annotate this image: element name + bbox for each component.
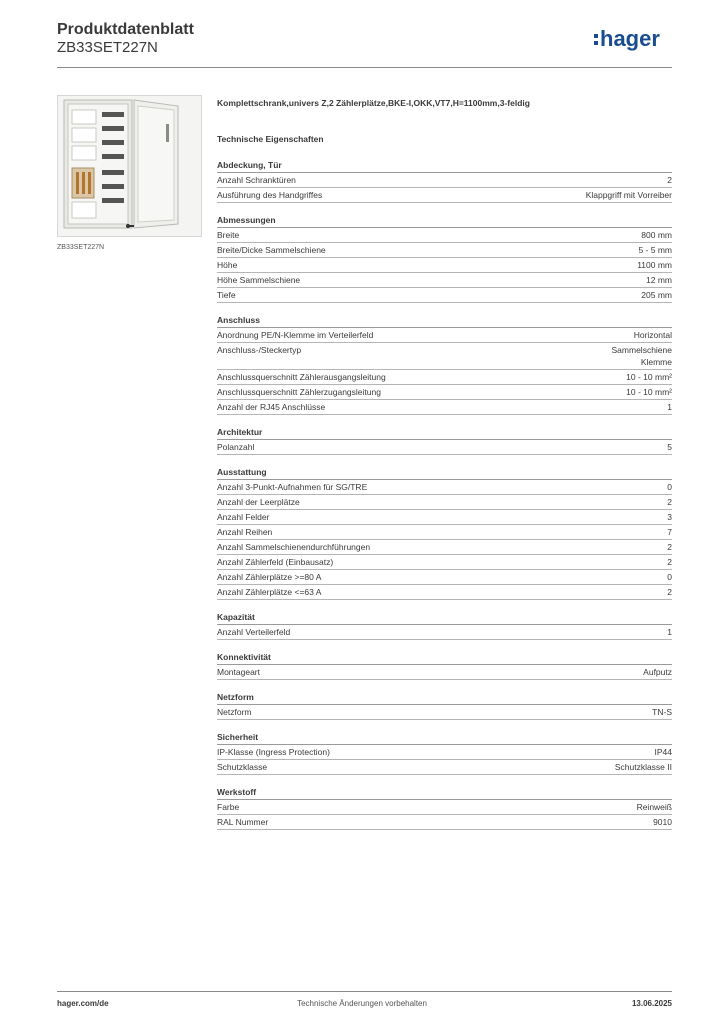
property-value: 2 xyxy=(667,557,672,567)
property-label: Montageart xyxy=(217,667,260,677)
section-heading: Werkstoff xyxy=(217,786,672,800)
property-value: 9010 xyxy=(653,817,672,827)
property-row xyxy=(217,510,672,525)
property-section xyxy=(217,731,672,775)
property-row xyxy=(217,400,672,415)
property-label: IP-Klasse (Ingress Protection) xyxy=(217,747,330,757)
property-section xyxy=(217,611,672,640)
property-value: 12 mm xyxy=(646,275,672,285)
property-row xyxy=(217,540,672,555)
property-label: Anzahl Reihen xyxy=(217,527,273,537)
product-image-caption: ZB33SET227N xyxy=(57,244,105,251)
property-label: Anzahl Zählerfeld (Einbausatz) xyxy=(217,557,334,567)
section-heading: Anschluss xyxy=(217,314,672,328)
section-heading: Sicherheit xyxy=(217,731,672,745)
property-label: Anordnung PE/N-Klemme im Verteilerfeld xyxy=(217,330,374,340)
property-row xyxy=(217,760,672,775)
property-label: Anzahl Sammelschienendurchführungen xyxy=(217,542,371,552)
property-label: Anzahl der RJ45 Anschlüsse xyxy=(217,402,326,412)
property-value: 5 xyxy=(667,442,672,452)
property-value: 5 - 5 mm xyxy=(638,245,672,255)
property-label: Anzahl Schranktüren xyxy=(217,175,296,185)
property-label: Ausführung des Handgriffes xyxy=(217,190,323,200)
property-row xyxy=(217,188,672,203)
property-value: Horizontal xyxy=(633,330,672,340)
property-row xyxy=(217,800,672,815)
property-value: 7 xyxy=(667,527,672,537)
property-row xyxy=(217,258,672,273)
property-section xyxy=(217,691,672,720)
property-value: 205 mm xyxy=(641,290,672,300)
property-value: 0 xyxy=(667,572,672,582)
property-value: 1 xyxy=(667,402,672,412)
property-value: 10 - 10 mm² xyxy=(626,387,672,397)
property-row xyxy=(217,243,672,258)
property-value: Reinweiß xyxy=(636,802,672,812)
property-value: 2 xyxy=(667,587,672,597)
property-value: 1 xyxy=(667,627,672,637)
property-value: 2 xyxy=(667,542,672,552)
property-section xyxy=(217,786,672,830)
product-image xyxy=(57,95,202,237)
section-heading: Abmessungen xyxy=(217,214,672,228)
property-row xyxy=(217,815,672,830)
property-value: IP44 xyxy=(654,747,672,757)
property-label: Anzahl Zählerplätze <=63 A xyxy=(217,587,322,597)
technical-properties-title: Technische Eigenschaften xyxy=(217,134,324,144)
property-label: Anzahl der Leerplätze xyxy=(217,497,300,507)
property-row xyxy=(217,480,672,495)
property-label: Anzahl Zählerplätze >=80 A xyxy=(217,572,322,582)
property-label: Höhe Sammelschiene xyxy=(217,275,301,285)
property-label: RAL Nummer xyxy=(217,817,269,827)
property-row xyxy=(217,665,672,680)
section-spacer xyxy=(217,640,672,651)
property-label: Anschluss-/Steckertyp xyxy=(217,345,302,355)
property-value: 3 xyxy=(667,512,672,522)
section-heading: Kapazität xyxy=(217,611,672,625)
section-spacer xyxy=(217,303,672,314)
property-value: TN-S xyxy=(652,707,672,717)
property-row xyxy=(217,585,672,600)
section-heading: Netzform xyxy=(217,691,672,705)
property-row xyxy=(217,705,672,720)
property-label: Anzahl Verteilerfeld xyxy=(217,627,291,637)
section-spacer xyxy=(217,775,672,786)
property-label: Anschlussquerschnitt Zählerausgangsleitung xyxy=(217,372,386,382)
section-spacer xyxy=(217,720,672,731)
property-value: 2 xyxy=(667,175,672,185)
property-value: Klappgriff mit Vorreiber xyxy=(585,190,672,200)
property-value: 800 mm xyxy=(641,230,672,240)
property-row xyxy=(217,343,672,370)
property-row xyxy=(217,288,672,303)
property-row xyxy=(217,555,672,570)
property-value: 2 xyxy=(667,497,672,507)
footer-notice: Technische Änderungen vorbehalten xyxy=(297,999,427,1008)
hager-logo-text: hager xyxy=(600,26,660,51)
property-value: 1100 mm xyxy=(637,260,672,270)
section-heading: Architektur xyxy=(217,426,672,440)
property-section xyxy=(217,466,672,600)
property-value: Schutzklasse II xyxy=(614,762,672,772)
section-spacer xyxy=(217,680,672,691)
page-title: Produktdatenblatt xyxy=(57,21,194,38)
property-label: Netzform xyxy=(217,707,252,717)
property-section xyxy=(217,214,672,303)
property-value: 10 - 10 mm² xyxy=(626,372,672,382)
property-value: Aufputz xyxy=(643,667,672,677)
property-row xyxy=(217,625,672,640)
footer-date: 13.06.2025 xyxy=(631,999,672,1008)
property-row xyxy=(217,273,672,288)
property-section xyxy=(217,651,672,680)
property-section xyxy=(217,159,672,203)
property-value: Sammelschiene Klemme xyxy=(611,345,672,367)
property-row xyxy=(217,745,672,760)
section-heading: Konnektivität xyxy=(217,651,672,665)
product-details xyxy=(217,97,672,830)
property-label: Breite xyxy=(217,230,240,240)
property-row xyxy=(217,495,672,510)
section-spacer xyxy=(217,455,672,466)
property-value: 0 xyxy=(667,482,672,492)
property-label: Breite/Dicke Sammelschiene xyxy=(217,245,326,255)
section-spacer xyxy=(217,600,672,611)
header-divider xyxy=(57,67,672,68)
section-spacer xyxy=(217,415,672,426)
property-row xyxy=(217,328,672,343)
property-label: Tiefe xyxy=(217,290,236,300)
footer-divider xyxy=(57,991,672,992)
property-label: Höhe xyxy=(217,260,238,270)
property-row xyxy=(217,228,672,243)
property-label: Schutzklasse xyxy=(217,762,268,772)
product-description: Komplettschrank,univers Z,2 Zählerplätze,BKE-I,OKK,VT7,H=1100mm,3-feldig xyxy=(217,98,530,108)
section-heading: Ausstattung xyxy=(217,466,672,480)
properties-sections xyxy=(217,159,672,830)
property-label: Farbe xyxy=(217,802,240,812)
property-section xyxy=(217,426,672,455)
hager-logo xyxy=(592,24,676,56)
property-row xyxy=(217,570,672,585)
property-label: Anschlussquerschnitt Zählerzugangsleitung xyxy=(217,387,381,397)
property-label: Anzahl Felder xyxy=(217,512,270,522)
property-row xyxy=(217,173,672,188)
section-heading: Abdeckung, Tür xyxy=(217,159,672,173)
property-row xyxy=(217,385,672,400)
property-label: Anzahl 3-Punkt-Aufnahmen für SG/TRE xyxy=(217,482,368,492)
property-row xyxy=(217,525,672,540)
section-spacer xyxy=(217,203,672,214)
footer-website: hager.com/de xyxy=(57,999,109,1008)
property-row xyxy=(217,370,672,385)
property-label: Polanzahl xyxy=(217,442,255,452)
article-number: ZB33SET227N xyxy=(57,39,158,56)
property-row xyxy=(217,440,672,455)
property-section xyxy=(217,314,672,415)
